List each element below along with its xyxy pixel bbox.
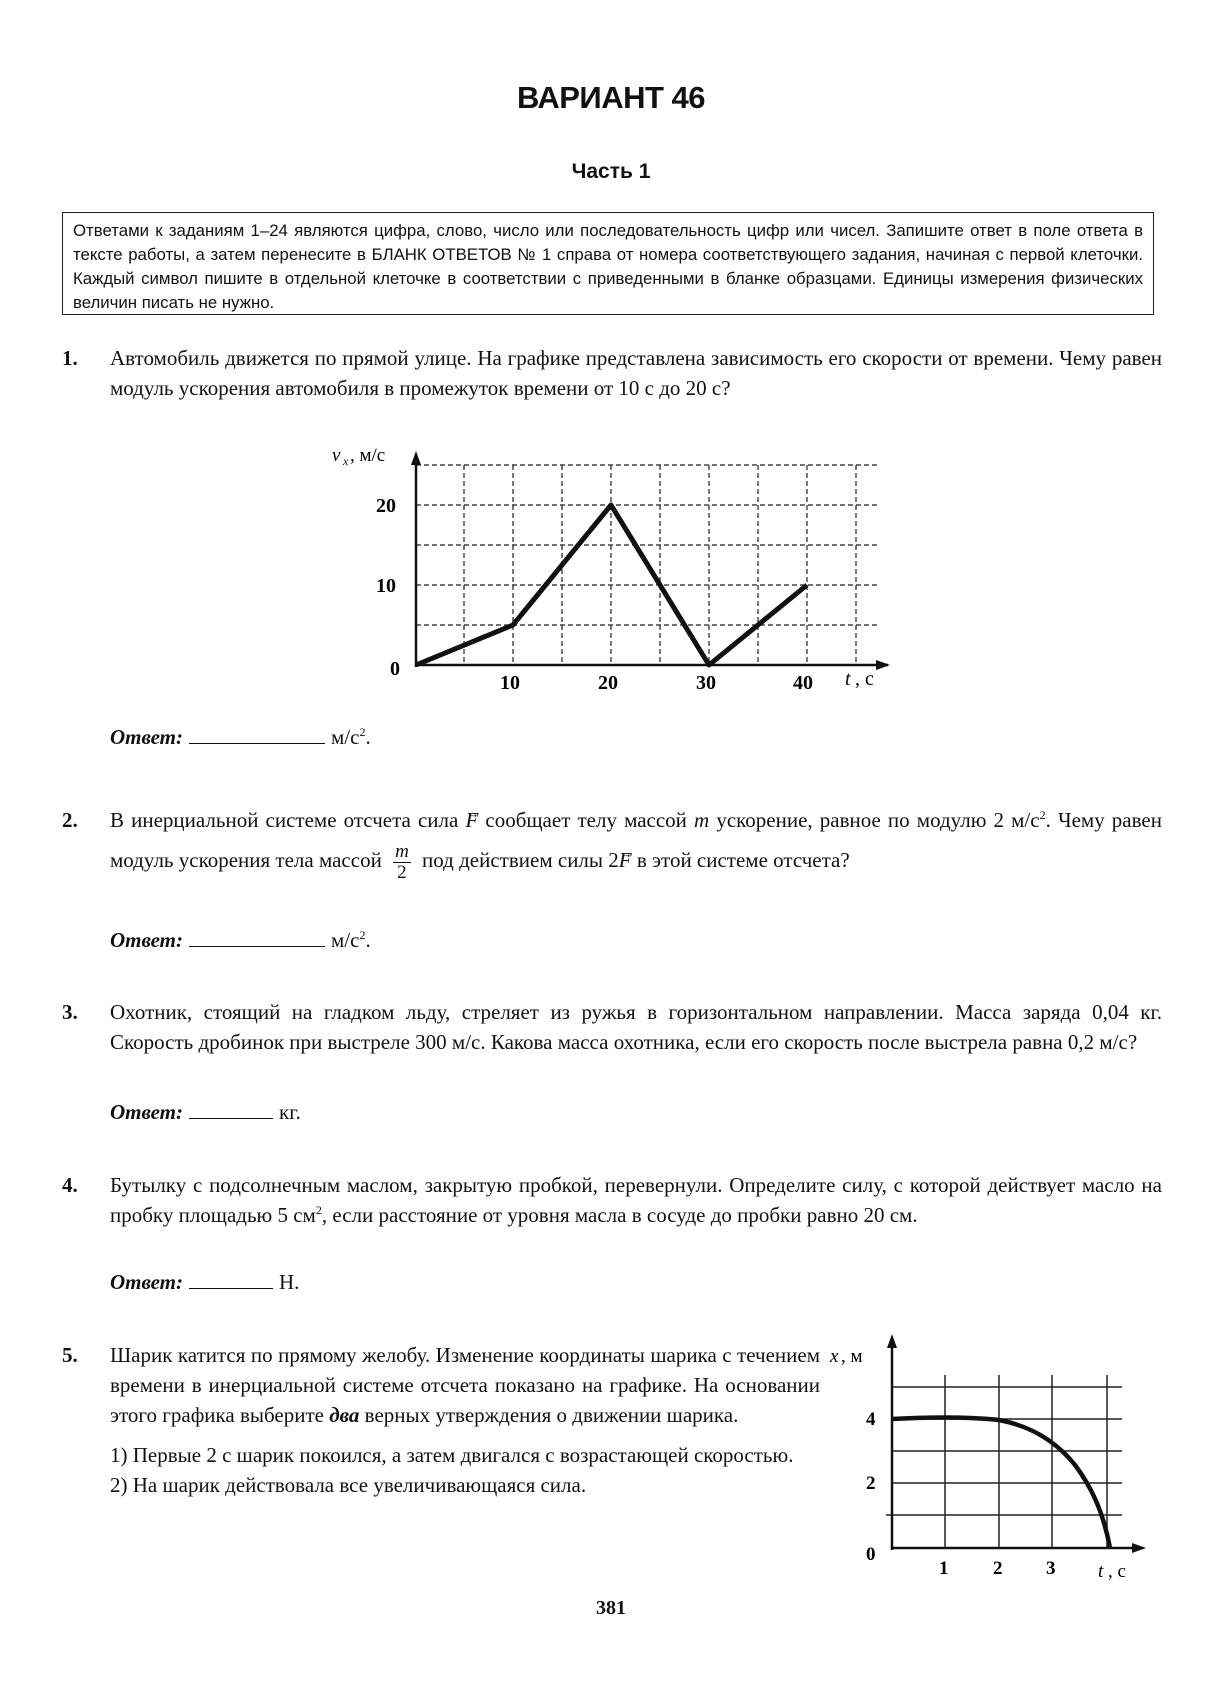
svg-text:40: 40 (793, 672, 813, 694)
task-text: Бутылку с подсолнечным маслом, закрытую пробкой, перевернули. Определите силу, с которой действует масло на пробку площадью 5 $см^2$, если расстояние от уровня масла в сосуде до пробки равно 20 см. (110, 1173, 1162, 1227)
svg-text:x: x (343, 454, 349, 468)
svg-text:1: 1 (939, 1558, 949, 1579)
instructions-box: Ответами к заданиям 1–24 являются цифра, слово, число или последовательность цифр или чисел. Запишите ответ в поле ответа в тексте работы, а затем перенесите в БЛАНК ОТВЕТОВ № 1 справа от номера соответствующего задания, начиная с первой клеточки. Каждый символ пишите в отдельной клеточке в соответствии с приведенными в бланке образцами. Единицы измерения физических величин писать не нужно. (62, 212, 1154, 315)
task-1 (62, 343, 1162, 403)
svg-text:10: 10 (500, 672, 520, 694)
x-axis-arrow-icon (1132, 1543, 1146, 1553)
svg-text:, м/с: , м/с (350, 445, 386, 466)
velocity-chart (320, 445, 900, 700)
task-text: Автомобиль движется по прямой улице. На графике представлена зависимость его скорости от времени. Чему равен модуль ускорения автомобиля в промежуток времени от 10 с до 20 с? (110, 346, 1162, 400)
svg-text:, с: , с (855, 668, 874, 690)
page-number: 381 (596, 1597, 626, 1619)
coordinate-chart (820, 1320, 1160, 1590)
option-2: 2) На шарик действовала все увеличивающаяся сила. (110, 1473, 587, 1497)
svg-text:2: 2 (993, 1558, 1003, 1579)
answer-line-3: Ответ: кг. (110, 1100, 301, 1124)
fraction-m-over-2: $\frac{m}{2}$ (395, 840, 409, 883)
task-number: 5. (62, 1343, 78, 1367)
y-axis-arrow-icon (411, 451, 421, 465)
y-axis-arrow-icon (887, 1334, 897, 1348)
svg-text:x: x (830, 1346, 839, 1367)
answer-line-1: Ответ: $м/с^2$. (110, 725, 371, 749)
answer-input-1[interactable] (189, 725, 325, 744)
task-3 (62, 997, 1162, 1057)
answer-input-2[interactable] (189, 928, 325, 947)
task-number: 3. (62, 1000, 78, 1024)
option-1: 1) Первые 2 с шарик покоился, а затем двигался с возрастающей скоростью. (110, 1443, 794, 1467)
variant-title: ВАРИАНТ 46 (517, 80, 705, 115)
svg-text:t: t (1098, 1561, 1104, 1582)
svg-text:v: v (332, 445, 341, 466)
svg-text:0: 0 (390, 658, 400, 680)
svg-text:20: 20 (376, 495, 396, 517)
svg-text:, м: , м (841, 1346, 863, 1367)
svg-text:2: 2 (866, 1473, 876, 1494)
task-text: Охотник, стоящий на гладком льду, стреляет из ружья в горизонтальном направлении. Масса заряда 0,04 кг. Скорость дробинок при выстреле 300 м/с. Какова масса охотника, если его скорость после выстрела равна 0,2 м/с? (110, 1000, 1162, 1054)
task-text: Шарик катится по прямому желобу. Изменение координаты шарика с течением времени в инерциальной системе отсчета показано на графике. На основании этого графика выберите два верных утверждения о движении шарика. (110, 1343, 820, 1427)
svg-text:20: 20 (598, 672, 618, 694)
task-5 (62, 1340, 820, 1500)
svg-text:10: 10 (376, 575, 396, 597)
task-number: 4. (62, 1173, 78, 1197)
svg-text:0: 0 (866, 1544, 876, 1565)
svg-text:t: t (845, 668, 851, 690)
task-number: 2. (62, 808, 78, 832)
task-4 (62, 1170, 1162, 1230)
svg-text:3: 3 (1046, 1558, 1056, 1579)
svg-text:30: 30 (696, 672, 716, 694)
svg-text:4: 4 (866, 1409, 876, 1430)
part-heading: Часть 1 (571, 160, 651, 183)
svg-text:, с: , с (1108, 1561, 1126, 1582)
x-axis-arrow-icon (876, 660, 890, 670)
answer-input-3[interactable] (189, 1100, 273, 1119)
answer-line-4: Ответ: Н. (110, 1270, 300, 1294)
task-number: 1. (62, 346, 78, 370)
task-2 (62, 800, 1162, 883)
answer-input-4[interactable] (189, 1270, 273, 1289)
answer-line-2: Ответ: $м/с^2$. (110, 928, 371, 952)
task-text: В инерциальной системе отсчета сила → F сообщает телу массой m ускорение, равное по модулю 2 $м/с^2$. Чему равен модуль ускорения тела массой $\frac{m}{2}$ под действием силы 2→ F в этой системе отсчета? (110, 800, 1162, 883)
